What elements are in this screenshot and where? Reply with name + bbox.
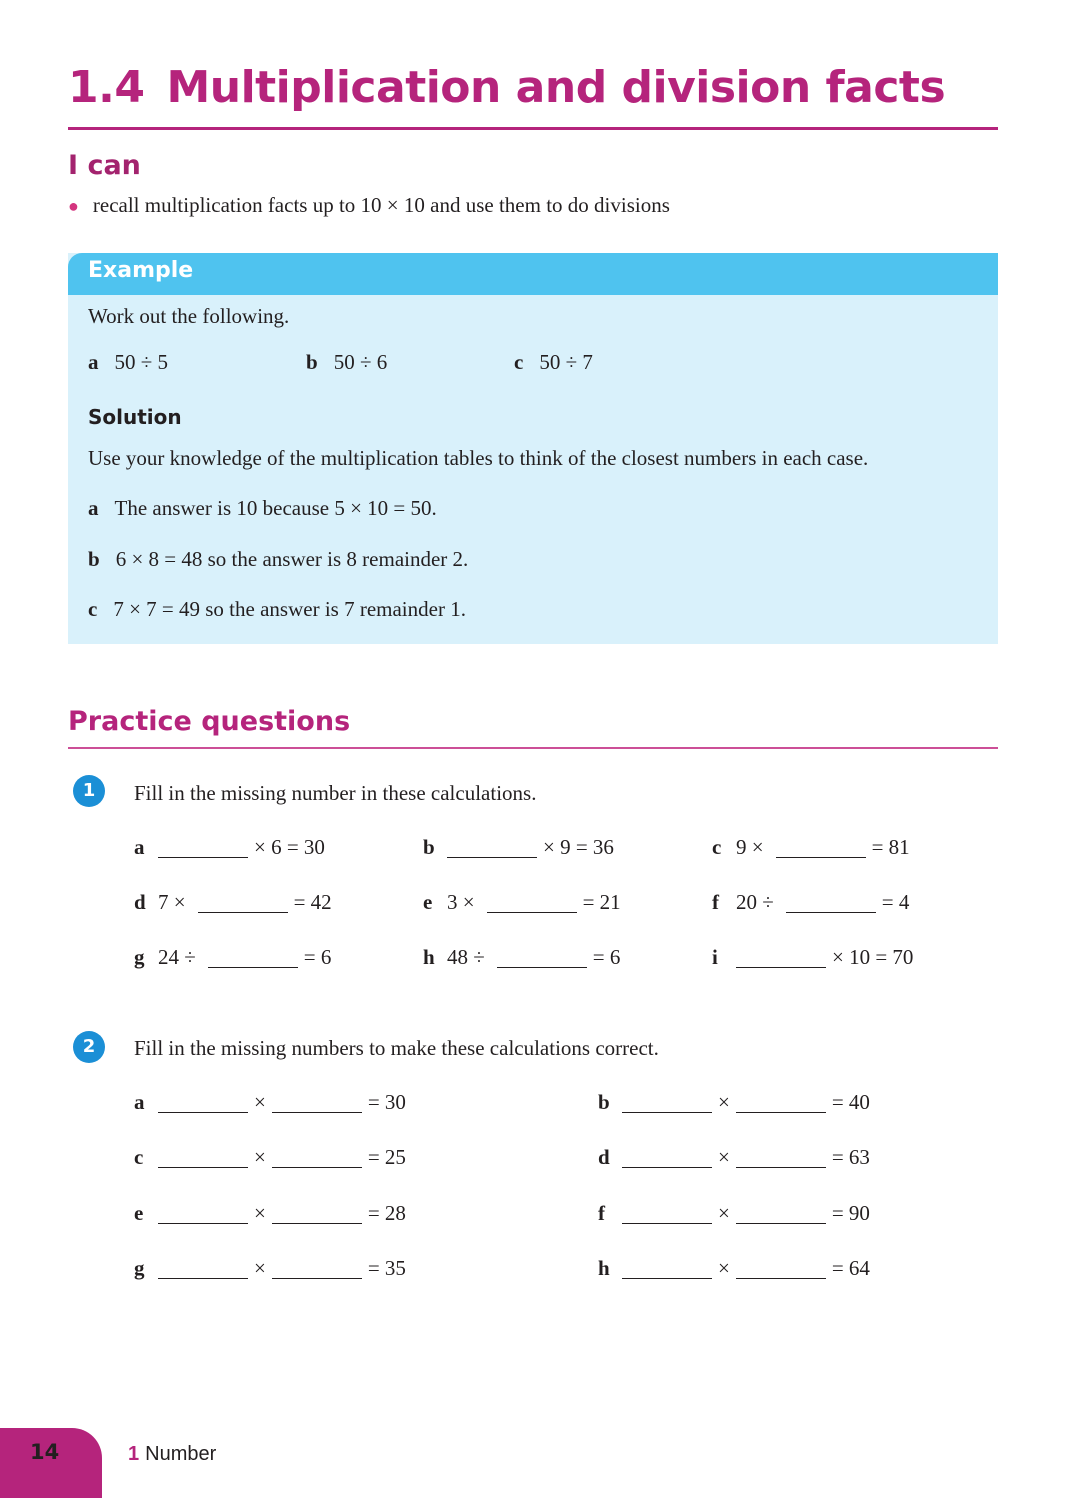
- part-label: b: [306, 350, 318, 374]
- answer-label: c: [88, 597, 98, 621]
- item-before: 3 ×: [447, 890, 475, 914]
- q2-item: [598, 1198, 876, 1228]
- item-before: 20 ÷: [736, 890, 774, 914]
- question-1-text: Fill in the missing number in these calculations.: [134, 781, 537, 805]
- item-label: c: [712, 835, 722, 859]
- item-before: 48 ÷: [447, 945, 485, 969]
- q2-item: [598, 1253, 876, 1283]
- times-operator: ×: [254, 1090, 266, 1114]
- ican-bullet-text: recall multiplication facts up to 10 × 10 and use them to do divisions: [92, 193, 670, 217]
- example-instruction: Work out the following.: [88, 304, 290, 328]
- item-label: i: [712, 945, 718, 969]
- item-label: b: [598, 1090, 610, 1114]
- item-label: h: [423, 945, 435, 969]
- item-result: = 90: [831, 1201, 870, 1225]
- example-header-bar: [68, 253, 998, 295]
- practice-heading: Practice questions: [68, 706, 351, 737]
- item-result: = 35: [367, 1256, 406, 1280]
- running-footer: [128, 1443, 216, 1466]
- ican-bullet: [68, 193, 670, 218]
- question-2-badge: 2: [73, 1031, 105, 1063]
- chapter-number: 1: [128, 1443, 140, 1465]
- item-after: = 6: [592, 945, 621, 969]
- item-label: a: [134, 835, 145, 859]
- q2-item: [134, 1198, 412, 1228]
- times-operator: ×: [254, 1201, 266, 1225]
- answer-blank[interactable]: [272, 1145, 362, 1168]
- bullet-dot-icon: ●: [68, 196, 79, 216]
- answer-blank[interactable]: [622, 1145, 712, 1168]
- part-text: 50 ÷ 7: [539, 350, 593, 374]
- answer-text: 7 × 7 = 49 so the answer is 7 remainder 1.: [113, 597, 466, 621]
- answer-blank[interactable]: [198, 890, 288, 913]
- item-result: = 40: [831, 1090, 870, 1114]
- q1-item: [712, 887, 915, 917]
- item-before: 7 ×: [158, 890, 186, 914]
- item-label: g: [134, 1256, 145, 1280]
- q2-item: [134, 1142, 412, 1172]
- answer-blank[interactable]: [736, 1201, 826, 1224]
- q2-item: [598, 1142, 876, 1172]
- part-text: 50 ÷ 5: [114, 350, 169, 374]
- answer-blank[interactable]: [158, 1256, 248, 1279]
- q1-item: [423, 942, 626, 972]
- item-before: 9 ×: [736, 835, 764, 859]
- item-label: a: [134, 1090, 145, 1114]
- answer-blank[interactable]: [158, 835, 248, 858]
- item-result: = 25: [367, 1145, 406, 1169]
- answer-blank[interactable]: [736, 945, 826, 968]
- item-after: = 81: [871, 835, 910, 859]
- item-label: f: [598, 1201, 605, 1225]
- item-label: h: [598, 1256, 610, 1280]
- item-result: = 63: [831, 1145, 870, 1169]
- part-label: a: [88, 350, 99, 374]
- example-label: Example: [88, 258, 194, 283]
- item-after: × 10 = 70: [832, 945, 914, 969]
- answer-label: a: [88, 496, 99, 520]
- q1-item: [423, 832, 620, 862]
- practice-rule: [68, 747, 998, 749]
- chapter-title: Number: [145, 1443, 217, 1465]
- solution-answer: [88, 496, 437, 521]
- part-label: c: [514, 350, 524, 374]
- answer-blank[interactable]: [622, 1201, 712, 1224]
- q1-item: [134, 942, 337, 972]
- example-part: [88, 350, 168, 375]
- item-after: = 6: [303, 945, 332, 969]
- answer-blank[interactable]: [272, 1201, 362, 1224]
- item-before: 24 ÷: [158, 945, 196, 969]
- q1-item: [712, 832, 916, 862]
- answer-blank[interactable]: [622, 1256, 712, 1279]
- q2-item: [134, 1253, 412, 1283]
- title-rule: [68, 127, 998, 130]
- times-operator: ×: [718, 1145, 730, 1169]
- item-label: b: [423, 835, 435, 859]
- answer-blank[interactable]: [158, 1201, 248, 1224]
- question-1-badge: 1: [73, 775, 105, 807]
- answer-blank[interactable]: [272, 1256, 362, 1279]
- q1-item: [134, 832, 331, 862]
- times-operator: ×: [718, 1090, 730, 1114]
- solution-intro: Use your knowledge of the multiplication tables to think of the closest numbers in each case.: [88, 446, 869, 470]
- solution-answer: [88, 597, 466, 622]
- example-part: [306, 350, 387, 375]
- answer-text: The answer is 10 because 5 × 10 = 50.: [114, 496, 437, 520]
- answer-blank[interactable]: [272, 1090, 362, 1113]
- example-part: [514, 350, 593, 375]
- q1-item: [423, 887, 627, 917]
- item-after: = 42: [293, 890, 332, 914]
- q1-item: [712, 942, 919, 972]
- times-operator: ×: [718, 1201, 730, 1225]
- answer-blank[interactable]: [158, 1090, 248, 1113]
- q2-item: [598, 1087, 876, 1117]
- times-operator: ×: [254, 1145, 266, 1169]
- section-number: 1.4: [68, 62, 145, 113]
- answer-blank[interactable]: [786, 890, 876, 913]
- item-label: e: [423, 890, 433, 914]
- item-result: = 64: [831, 1256, 870, 1280]
- section-title: Multiplication and division facts: [166, 62, 946, 113]
- answer-blank[interactable]: [487, 890, 577, 913]
- item-label: g: [134, 945, 145, 969]
- answer-blank[interactable]: [776, 835, 866, 858]
- item-label: d: [598, 1145, 610, 1169]
- answer-blank[interactable]: [158, 1145, 248, 1168]
- item-result: = 28: [367, 1201, 406, 1225]
- item-label: f: [712, 890, 719, 914]
- item-after: = 21: [582, 890, 621, 914]
- item-label: c: [134, 1145, 144, 1169]
- solution-heading: Solution: [88, 405, 182, 429]
- answer-text: 6 × 8 = 48 so the answer is 8 remainder 2.: [115, 547, 469, 571]
- item-label: e: [134, 1201, 144, 1225]
- solution-answer: [88, 547, 468, 572]
- item-after: × 9 = 36: [543, 835, 614, 859]
- answer-blank[interactable]: [622, 1090, 712, 1113]
- answer-blank[interactable]: [736, 1256, 826, 1279]
- page-number: 14: [30, 1440, 60, 1464]
- item-label: d: [134, 890, 146, 914]
- item-after: × 6 = 30: [254, 835, 325, 859]
- answer-label: b: [88, 547, 100, 571]
- times-operator: ×: [718, 1256, 730, 1280]
- page-title: [68, 62, 945, 113]
- item-result: = 30: [367, 1090, 406, 1114]
- ican-heading: I can: [68, 150, 141, 181]
- answer-blank[interactable]: [497, 945, 587, 968]
- answer-blank[interactable]: [447, 835, 537, 858]
- answer-blank[interactable]: [736, 1145, 826, 1168]
- answer-blank[interactable]: [736, 1090, 826, 1113]
- q2-item: [134, 1087, 412, 1117]
- times-operator: ×: [254, 1256, 266, 1280]
- answer-blank[interactable]: [208, 945, 298, 968]
- item-after: = 4: [881, 890, 910, 914]
- question-2-text: Fill in the missing numbers to make these calculations correct.: [134, 1036, 659, 1060]
- part-text: 50 ÷ 6: [333, 350, 388, 374]
- q1-item: [134, 887, 338, 917]
